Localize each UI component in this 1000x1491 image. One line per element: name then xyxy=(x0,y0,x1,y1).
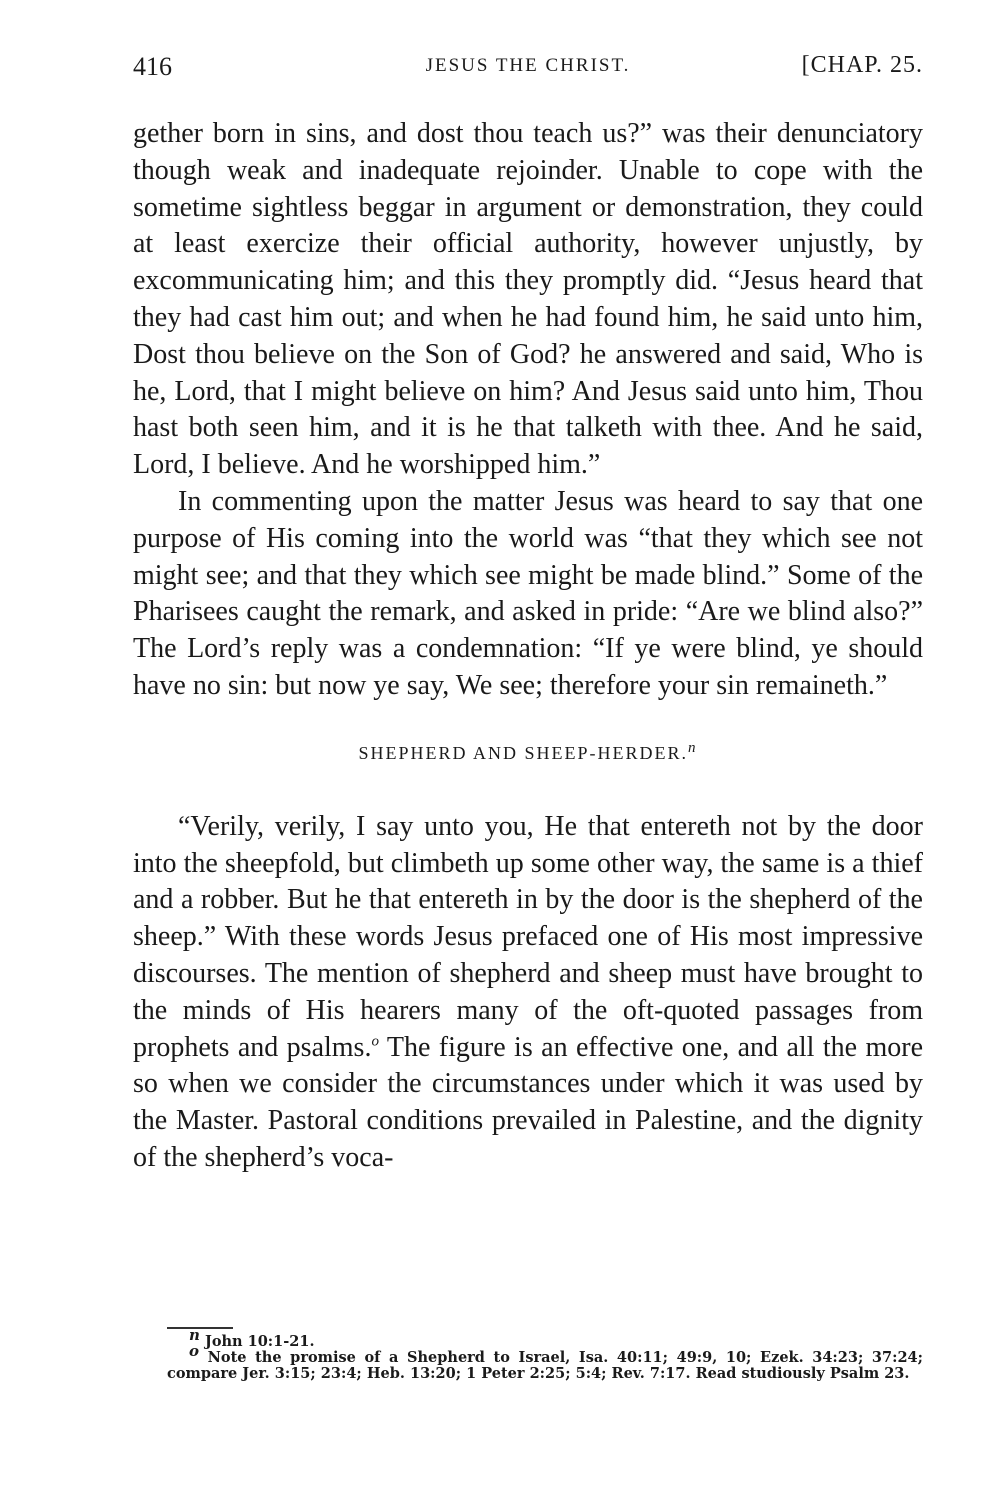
footnote-divider xyxy=(167,1327,233,1329)
paragraph-shepherd-part-1: “Verily, verily, I say unto you, He that entereth not by the door into the sheepfold, but climbeth up some other way, the same is a thief and a robber. But he that entereth in by the door is the shepherd of the sheep.” With these words Jesus prefaced one of His most impressive discourses. The mention of shepherd and sheep must have brought to the minds of His hearers many of the oft-quoted passages from prophets and psalms. xyxy=(133,810,923,1063)
running-title: JESUS THE CHRIST. xyxy=(425,55,631,76)
book-page xyxy=(133,52,923,1177)
footnote-marker: n xyxy=(189,1326,200,1345)
page-number: 416 xyxy=(133,52,172,81)
paragraph-commentary: In commenting upon the matter Jesus was heard to say that one purpose of His coming into the world was “that they which see not might see; and that they which see might be made blind.” Some of the Pharisees caught the remark, and asked in pride: “Are we blind also?” The Lord’s reply was a condemnation: “If ye were blind, ye should have no sin: but now ye say, We see; therefore your sin remaineth.” xyxy=(133,485,923,701)
paragraph-continued: gether born in sins, and dost thou teach us?” was their denunciatory though weak and inadequate rejoinder. Unable to cope with the sometime sightless beggar in argument or demonstration, they could at least exercize their official authority, however unjustly, by excommunicating him; and this they promptly did. “Jesus heard that they had cast him out; and when he had found him, he said unto him, Dost thou believe on the Son of God? he answered and said, Who is he, Lord, that I might believe on him? And Jesus said unto him, Thou hast both seen him, and it is he that talketh with thee. And he said, Lord, I believe. And he worshipped him.” xyxy=(133,118,923,481)
footnote-o xyxy=(167,1342,923,1382)
chapter-reference: [CHAP. 25. xyxy=(801,52,923,78)
paragraph-shepherd-part-2: The figure is an effective one, and all the more so when we consider the circumstances under which it was used by the Master. Pastoral conditions prevailed in Palestine, and the dignity of the shepherd’s voca- xyxy=(133,1031,923,1173)
paragraph-shepherd xyxy=(133,809,923,1177)
body-text xyxy=(133,116,923,1177)
footnote-text: Note the promise of a Shepherd to Israel, Isa. 40:11; 49:9, 10; Ezek. 34:23; 37:24; compare Jer. 3:15; 23:4; Heb. 13:20; 1 Peter 2:25; 5:4; Rev. 7:17. Read studiously Psalm 23. xyxy=(167,1349,923,1382)
footnote-n xyxy=(167,1326,923,1350)
footnote-text: John 10:1-21. xyxy=(204,1333,315,1350)
section-heading xyxy=(133,741,923,765)
footnote-ref-o: o xyxy=(371,1033,379,1050)
footnotes xyxy=(167,1326,923,1382)
footnote-marker: o xyxy=(189,1342,200,1361)
section-heading-text: SHEPHERD AND SHEEP-HERDER. xyxy=(358,742,689,763)
running-head xyxy=(133,52,923,92)
footnote-ref-n: n xyxy=(688,739,698,756)
